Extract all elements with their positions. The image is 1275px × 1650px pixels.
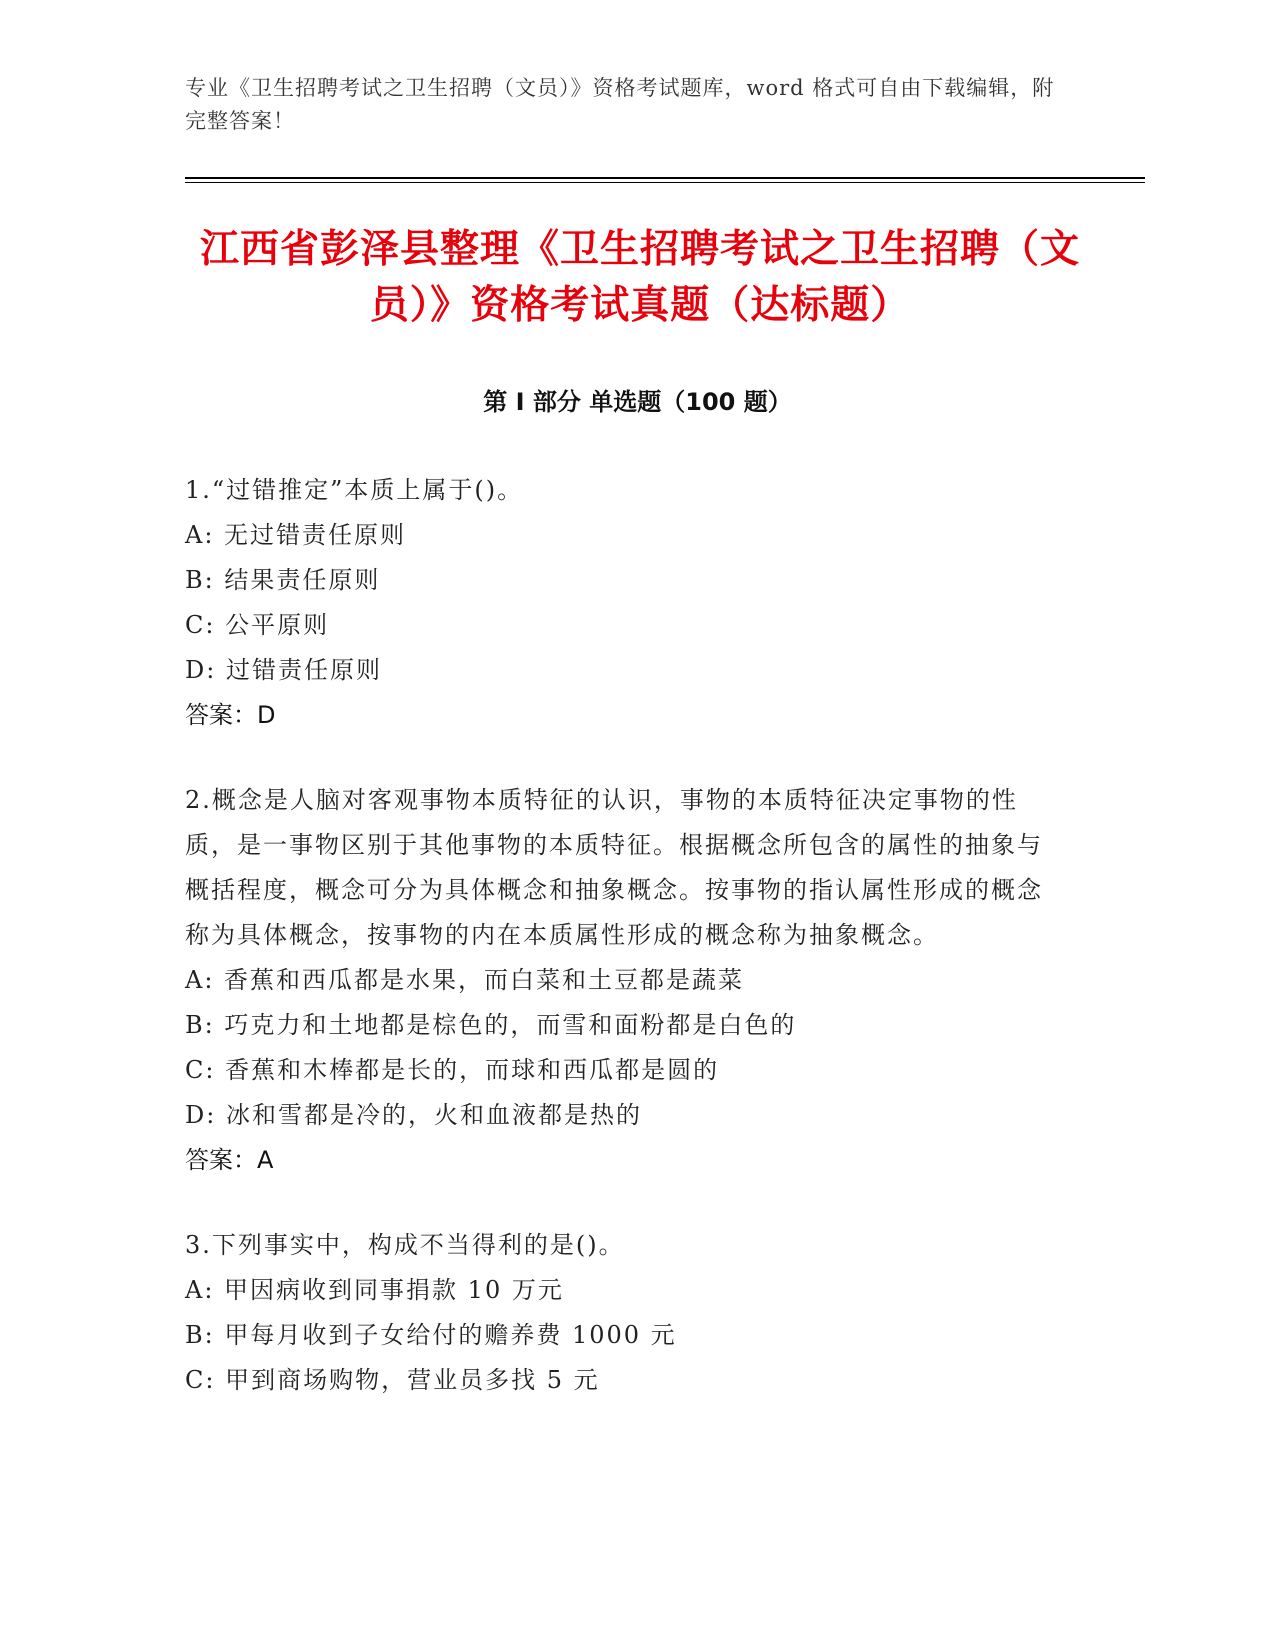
option-c: C: 香蕉和木棒都是长的，而球和西瓜都是圆的 bbox=[185, 1056, 720, 1084]
option-a: A: 甲因病收到同事捐款 10 万元 bbox=[185, 1276, 564, 1304]
option-d: D: 过错责任原则 bbox=[185, 656, 382, 684]
question-1 bbox=[185, 468, 1065, 738]
option-c: C: 公平原则 bbox=[185, 611, 330, 639]
option-a: A: 香蕉和西瓜都是水果，而白菜和土豆都是蔬菜 bbox=[185, 966, 745, 994]
header-divider-thick bbox=[185, 177, 1145, 179]
question-stem: 3.下列事实中，构成不当得利的是()。 bbox=[185, 1231, 625, 1259]
question-2 bbox=[185, 778, 1065, 1183]
question-3 bbox=[185, 1223, 1065, 1403]
question-stem: 2.概念是人脑对客观事物本质特征的认识，事物的本质特征决定事物的性质，是一事物区别于其他事物的本质特征。根据概念所包含的属性的抽象与概括程度，概念可分为具体概念和抽象概念。按事物的指认属性形成的概念称为具体概念，按事物的内在本质属性形成的概念称为抽象概念。 bbox=[185, 786, 1043, 949]
header-note: 专业《卫生招聘考试之卫生招聘（文员）》资格考试题库，word 格式可自由下载编辑，附完整答案！ bbox=[185, 76, 1055, 133]
answer-line: 答案：D bbox=[185, 701, 276, 729]
option-b: B: 巧克力和土地都是棕色的，而雪和面粉都是白色的 bbox=[185, 1011, 797, 1039]
option-b: B: 甲每月收到子女给付的赡养费 1000 元 bbox=[185, 1321, 677, 1349]
question-stem: 1.“过错推定”本质上属于()。 bbox=[185, 476, 524, 504]
option-a: A: 无过错责任原则 bbox=[185, 521, 407, 549]
question-list bbox=[185, 468, 1065, 1443]
option-b: B: 结果责任原则 bbox=[185, 566, 381, 594]
option-c: C: 甲到商场购物，营业员多找 5 元 bbox=[185, 1366, 600, 1394]
option-d: D: 冰和雪都是冷的，火和血液都是热的 bbox=[185, 1101, 642, 1129]
header-divider-thin bbox=[185, 182, 1145, 183]
document-title: 江西省彭泽县整理《卫生招聘考试之卫生招聘（文员）》资格考试真题（达标题） bbox=[199, 227, 1080, 328]
answer-line: 答案：A bbox=[185, 1146, 274, 1174]
section-heading: 第 I 部分 单选题（100 题） bbox=[483, 388, 792, 416]
